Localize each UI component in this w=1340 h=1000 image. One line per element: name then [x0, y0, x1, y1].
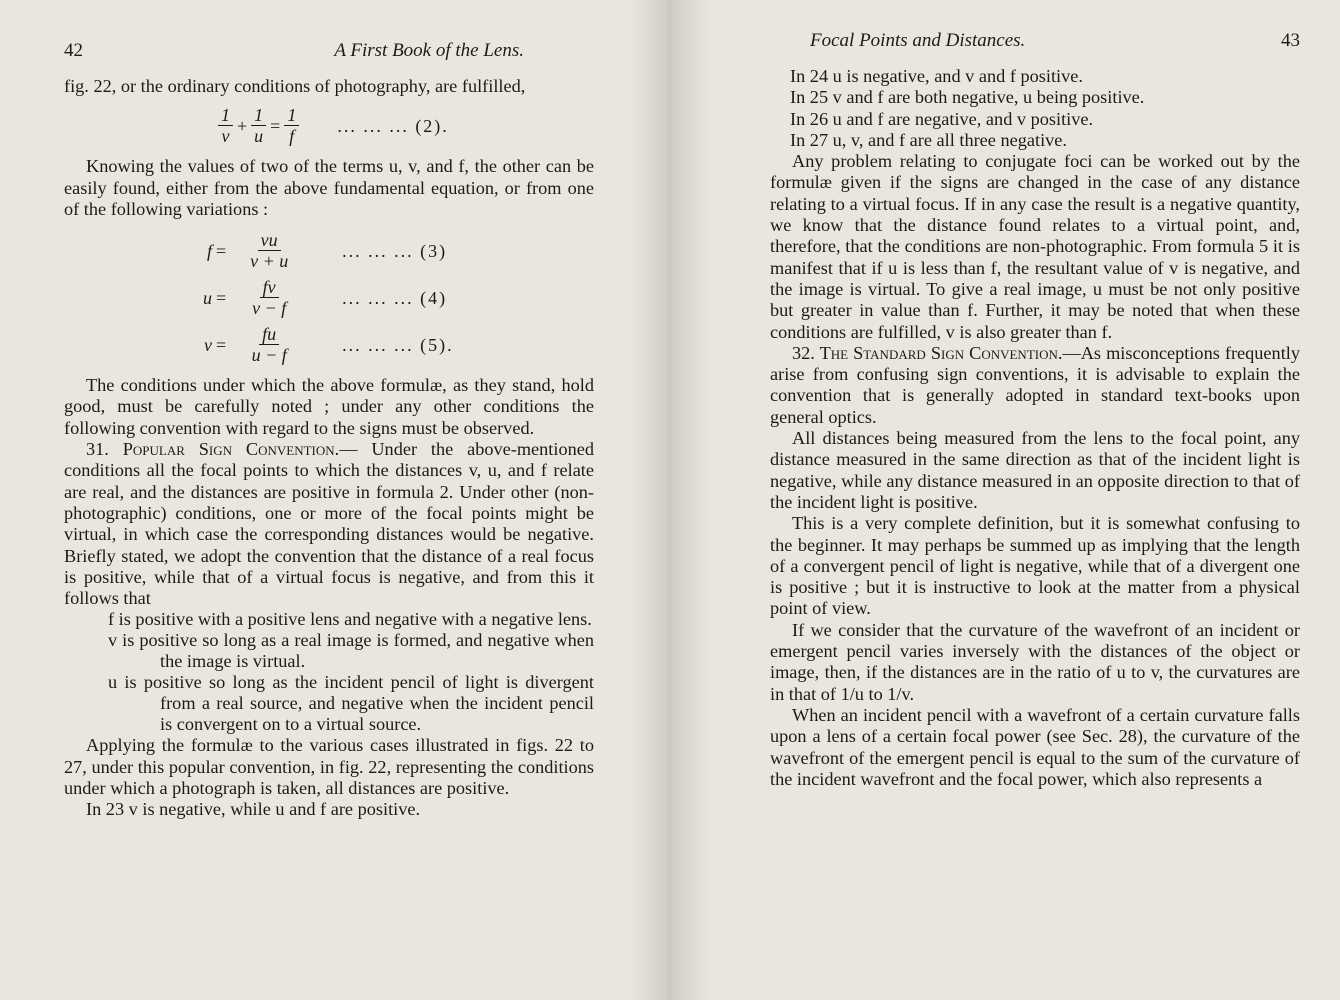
equation-5: v = $\frac{fu}{u - f}$ ... ... ... (5).	[204, 324, 454, 366]
case-v: v is positive so long as a real image is formed, and negative when the image is virtual.	[108, 630, 594, 672]
sign-cases-list	[64, 609, 594, 735]
equation-2	[214, 105, 594, 146]
eq2-frac-2: $\frac{1}{u}$	[251, 105, 266, 146]
eq2-equals: =	[270, 115, 281, 136]
left-running-title: A First Book of the Lens.	[334, 40, 524, 61]
right-paragraph-2	[770, 343, 1300, 428]
right-paragraph-6: When an incident pencil with a wavefront of a certain curvature falls upon a lens of a certain focal power (see Sec. 28), the curvature of the wavefront of the emergent pencil is equal to the sum of the curvature of the incident wavefront and the focal power, which also represents a	[770, 704, 1300, 789]
case-f: f is positive with a positive lens and negative with a negative lens.	[108, 609, 592, 630]
equation-4: u = $\frac{fv}{v - f}$ ... ... ... (4)	[203, 277, 448, 319]
right-page	[668, 0, 1340, 1000]
eq2-plus: +	[237, 115, 248, 136]
right-paragraph-3: All distances being measured from the lens to the focal point, any distance measured in the same direction as that of the incident light is negative, while any distance measured in an opposite direction to that of the incident light is positive.	[770, 428, 1300, 512]
section-32-heading: 32. The Standard Sign Convention.	[792, 342, 1063, 363]
equation-3: f = $\frac{vu}{v + u}$ ... ... ... (3)	[206, 230, 448, 272]
left-running-head	[64, 40, 594, 62]
case-line-25: In 25 v and f are both negative, u being positive.	[790, 87, 1145, 108]
variation-equations	[182, 230, 594, 365]
right-paragraph-4: This is a very complete definition, but it is somewhat confusing to the beginner. It may perhaps be summed up as implying that the length of a convergent pencil of light is negative, while that of a divergent one is positive ; but it is instructive to look at the matter from a physical point of view.	[770, 513, 1300, 619]
case-line-24: In 24 u is negative, and v and f positive.	[790, 66, 1083, 86]
section-32-text: —As misconceptions frequently arise from confusing sign conventions, it is advisable to explain the convention that is generally adopted in standard text-books upon general optics.	[770, 342, 1300, 427]
right-paragraph-5: If we consider that the curvature of the wavefront of an incident or emergent pencil varies inversely with the distances of the object or image, then, if the distances are in the ratio of u to v, the curvatures are in that of 1/u to 1/v.	[770, 619, 1300, 704]
right-running-head	[770, 30, 1300, 52]
case-line-27: In 27 u, v, and f are all three negative.	[790, 129, 1067, 150]
right-paragraph-1: Any problem relating to conjugate foci can be worked out by the formulæ given if the signs are changed in the case of any distance relating to a virtual focus. If in any case the result is a negative quantity, we know that the distance found relates to a virtual point, and, therefore, that the conditions are non-photographic. From formula 5 it is manifest that if u is less than f, the resultant value of v is negative, and the image is virtual. To give a real image, u must be not only positive but greater in value than f. Further, it may be noted that when these conditions are fulfilled, v is also greater than f.	[770, 151, 1300, 342]
eq2-tag: ... ... ... (2).	[337, 115, 449, 136]
case-u: u is positive so long as the incident pencil of light is divergent from a real source, and negative when the incident pencil is convergent on to a virtual source.	[108, 672, 594, 735]
left-paragraph-3: The conditions under which the above formulæ, as they stand, hold good, must be carefully noted ; under any other conditions the following convention with regard to the signs must be observed.	[64, 375, 594, 438]
left-paragraph-5: Applying the formulæ to the various cases illustrated in figs. 22 to 27, under this popular convention, in fig. 22, representing the conditions under which a photograph is taken, all distances are positive.	[64, 735, 594, 799]
case-lines	[770, 66, 1300, 151]
left-paragraph-6: In 23 v is negative, while u and f are positive.	[86, 799, 421, 820]
left-paragraph-4	[64, 439, 594, 609]
eq2-frac-3: $\frac{1}{f}$	[284, 105, 299, 146]
left-paragraph-1: fig. 22, or the ordinary conditions of photography, are fulfilled,	[64, 76, 526, 96]
left-page-number: 42	[64, 40, 83, 61]
right-page-number: 43	[1281, 30, 1300, 51]
case-line-26: In 26 u and f are negative, and v positive.	[790, 108, 1094, 129]
left-page	[0, 0, 668, 1000]
section-31-text: — Under the above-mentioned conditions all the focal points to which the distances v, u, and f relate are real, and the distances are positive in formula 2. Under other (non-photographic) conditions, one or more of the focal points might be virtual, in which case the corresponding distances would be negative. Briefly stated, we adopt the convention that the distance of a real focus is positive, while that of a virtual focus is negative, and from this it follows that	[64, 439, 595, 609]
left-paragraph-2: Knowing the values of two of the terms u, v, and f, the other can be easily found, either from the above fundamental equation, or from one of the following variations :	[64, 156, 594, 219]
section-31-heading: 31. Popular Sign Convention.	[86, 439, 340, 460]
eq2-frac-1: $\frac{1}{v}$	[218, 105, 233, 146]
right-running-title: Focal Points and Distances.	[810, 30, 1026, 51]
